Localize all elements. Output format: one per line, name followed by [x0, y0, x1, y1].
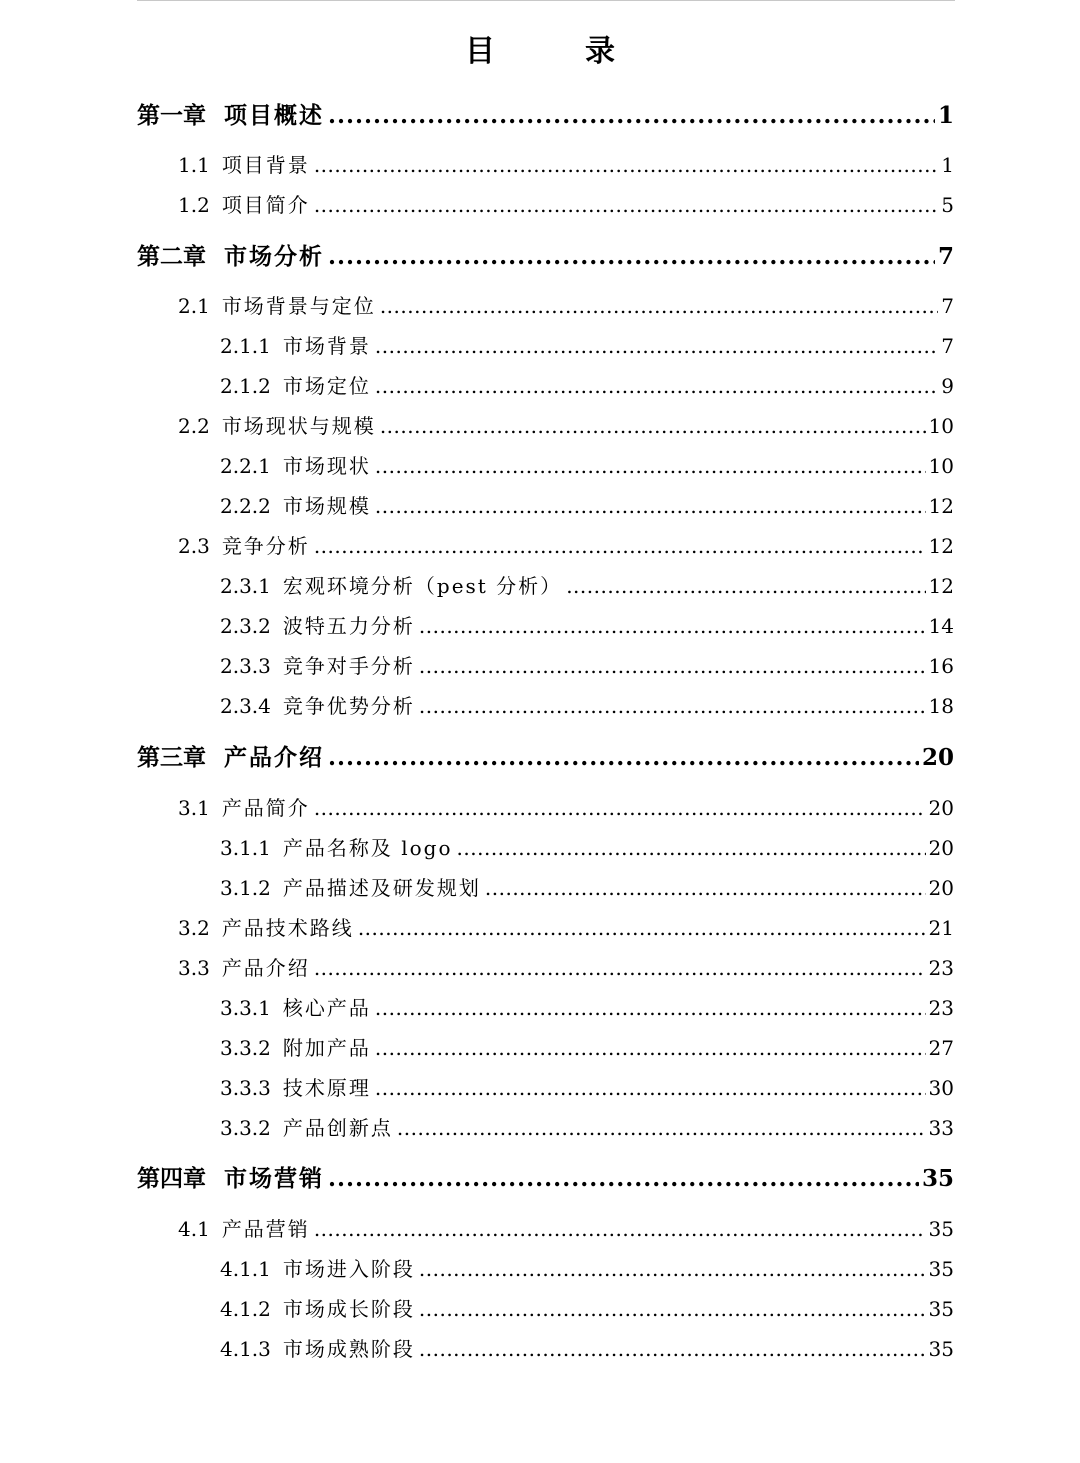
entry-number: 2.3.3 [220, 654, 271, 678]
dot-leader [419, 611, 926, 641]
dot-leader [375, 371, 938, 401]
entry-page-number: 23 [928, 956, 954, 980]
entry-number: 2.2.1 [220, 454, 271, 478]
toc-entry-section-4-1-3[interactable] [220, 1334, 954, 1364]
entry-page-number: 35 [928, 1337, 954, 1361]
entry-title: 市场背景与定位 [221, 294, 376, 318]
entry-page-number: 10 [928, 454, 954, 478]
dot-leader [375, 1073, 926, 1103]
dot-leader [566, 571, 925, 601]
toc-entry-section-3-3-2[interactable] [220, 1033, 954, 1063]
dot-leader [314, 953, 926, 983]
entry-page-number: 27 [928, 1036, 954, 1060]
entry-number: 第三章 [137, 744, 206, 771]
dot-leader [375, 993, 926, 1023]
entry-page-number: 7 [937, 243, 954, 270]
toc-entry-section-2-1[interactable] [178, 291, 954, 321]
entry-title: 附加产品 [282, 1036, 371, 1060]
toc-entry-section-3-3-1[interactable] [220, 993, 954, 1023]
entry-title: 市场成熟阶段 [282, 1337, 415, 1361]
toc-entry-section-1-2[interactable] [178, 190, 954, 220]
entry-title: 产品营销 [221, 1217, 310, 1241]
entry-title: 产品简介 [221, 796, 310, 820]
dot-leader [314, 150, 938, 180]
entry-title: 产品介绍 [221, 956, 310, 980]
entry-title: 技术原理 [282, 1076, 371, 1100]
entry-number: 1.1 [178, 153, 210, 177]
entry-number: 3.3.2 [220, 1036, 271, 1060]
entry-number: 3.3 [178, 956, 210, 980]
toc-entry-chapter-2[interactable] [137, 240, 954, 274]
entry-page-number: 21 [928, 916, 954, 940]
entry-page-number: 20 [921, 744, 954, 771]
entry-title: 市场规模 [282, 494, 371, 518]
entry-page-number: 7 [941, 294, 954, 318]
dot-leader [375, 491, 926, 521]
toc-entry-section-3-1-2[interactable] [220, 873, 954, 903]
entry-title: 项目简介 [221, 193, 310, 217]
entry-page-number: 30 [928, 1076, 954, 1100]
entry-title: 核心产品 [282, 996, 371, 1020]
toc-entry-section-2-2[interactable] [178, 411, 954, 441]
toc-entry-section-2-3-2[interactable] [220, 611, 954, 641]
entry-title: 产品创新点 [282, 1116, 393, 1140]
entry-number: 3.3.1 [220, 996, 271, 1020]
entry-number: 1.2 [178, 193, 210, 217]
entry-title: 市场成长阶段 [282, 1297, 415, 1321]
toc-entry-chapter-1[interactable] [137, 99, 954, 133]
entry-title: 竞争分析 [221, 534, 310, 558]
entry-number: 4.1.3 [220, 1337, 271, 1361]
dot-leader [328, 1162, 919, 1196]
entry-page-number: 35 [928, 1257, 954, 1281]
entry-title: 市场背景 [282, 334, 371, 358]
toc-title: 目 录 [465, 34, 645, 69]
entry-page-number: 12 [928, 534, 954, 558]
entry-number: 4.1.2 [220, 1297, 271, 1321]
entry-page-number: 35 [928, 1297, 954, 1321]
toc-entry-section-3-3-3[interactable] [220, 1073, 954, 1103]
toc-entry-chapter-3[interactable] [137, 741, 954, 775]
entry-page-number: 12 [928, 494, 954, 518]
entry-page-number: 16 [928, 654, 954, 678]
entry-page-number: 35 [921, 1165, 954, 1192]
entry-title: 市场分析 [224, 243, 324, 270]
entry-number: 第四章 [137, 1165, 206, 1192]
entry-title: 波特五力分析 [282, 614, 415, 638]
entry-title: 产品名称及 logo [282, 836, 453, 860]
toc-entry-section-2-3-4[interactable] [220, 691, 954, 721]
toc-entry-section-3-1-1[interactable] [220, 833, 954, 863]
entry-page-number: 14 [928, 614, 954, 638]
entry-page-number: 20 [928, 876, 954, 900]
dot-leader [314, 190, 938, 220]
dot-leader [358, 913, 926, 943]
entry-number: 4.1.1 [220, 1257, 271, 1281]
entry-title: 产品描述及研发规划 [282, 876, 481, 900]
dot-leader [485, 873, 926, 903]
entry-page-number: 5 [941, 193, 954, 217]
entry-title: 竞争优势分析 [282, 694, 415, 718]
entry-title: 市场现状与规模 [221, 414, 376, 438]
dot-leader [328, 741, 919, 775]
entry-page-number: 1 [941, 153, 954, 177]
entry-title: 市场定位 [282, 374, 371, 398]
dot-leader [314, 1214, 926, 1244]
entry-number: 2.2.2 [220, 494, 271, 518]
entry-number: 3.1.2 [220, 876, 271, 900]
entry-title: 产品介绍 [224, 744, 324, 771]
toc-entry-section-4-1-1[interactable] [220, 1254, 954, 1284]
toc-entry-section-3-1[interactable] [178, 793, 954, 823]
entry-title: 项目概述 [224, 102, 324, 129]
toc-entry-section-3-3-2-innovation[interactable] [220, 1113, 954, 1143]
toc-entry-section-3-3[interactable] [178, 953, 954, 983]
entry-page-number: 7 [941, 334, 954, 358]
entry-title: 市场现状 [282, 454, 371, 478]
entry-page-number: 23 [928, 996, 954, 1020]
dot-leader [375, 451, 926, 481]
dot-leader [314, 531, 926, 561]
toc-entry-section-2-1-2[interactable] [220, 371, 954, 401]
entry-number: 2.3.4 [220, 694, 271, 718]
toc-entry-section-2-1-1[interactable] [220, 331, 954, 361]
toc-entry-section-2-2-2[interactable] [220, 491, 954, 521]
toc-entry-chapter-4[interactable] [137, 1162, 954, 1196]
dot-leader [375, 331, 938, 361]
dot-leader [328, 240, 935, 274]
dot-leader [419, 1254, 926, 1284]
dot-leader [328, 99, 935, 133]
entry-title: 项目背景 [221, 153, 310, 177]
toc-entry-section-2-3[interactable] [178, 531, 954, 561]
entry-number: 第一章 [137, 102, 206, 129]
toc-entry-section-2-3-3[interactable] [220, 651, 954, 681]
toc-entry-section-1-1[interactable] [178, 150, 954, 180]
toc-entry-section-4-1-2[interactable] [220, 1294, 954, 1324]
toc-entry-section-3-2[interactable] [178, 913, 954, 943]
toc-entry-section-2-3-1[interactable] [220, 571, 954, 601]
dot-leader [375, 1033, 926, 1063]
entry-number: 3.3.2 [220, 1116, 271, 1140]
entry-number: 2.1.1 [220, 334, 271, 358]
dot-leader [419, 651, 926, 681]
entry-page-number: 33 [928, 1116, 954, 1140]
dot-leader [397, 1113, 926, 1143]
entry-page-number: 18 [928, 694, 954, 718]
entry-number: 2.1 [178, 294, 210, 318]
entry-page-number: 9 [941, 374, 954, 398]
entry-number: 3.3.3 [220, 1076, 271, 1100]
dot-leader [419, 1334, 926, 1364]
entry-page-number: 1 [937, 102, 954, 129]
entry-page-number: 20 [928, 796, 954, 820]
entry-number: 3.2 [178, 916, 210, 940]
dot-leader [380, 291, 938, 321]
entry-number: 3.1 [178, 796, 210, 820]
entry-number: 2.3.2 [220, 614, 271, 638]
entry-title: 市场营销 [224, 1165, 324, 1192]
entry-number: 3.1.1 [220, 836, 271, 860]
dot-leader [314, 793, 926, 823]
entry-title: 竞争对手分析 [282, 654, 415, 678]
entry-page-number: 12 [928, 574, 954, 598]
dot-leader [419, 1294, 926, 1324]
entry-title: 市场进入阶段 [282, 1257, 415, 1281]
entry-number: 4.1 [178, 1217, 210, 1241]
entry-number: 2.2 [178, 414, 210, 438]
entry-page-number: 20 [928, 836, 954, 860]
entry-number: 2.3.1 [220, 574, 271, 598]
dot-leader [457, 833, 926, 863]
dot-leader [380, 411, 926, 441]
entry-number: 第二章 [137, 243, 206, 270]
entry-number: 2.1.2 [220, 374, 271, 398]
toc-entry-section-4-1[interactable] [178, 1214, 954, 1244]
dot-leader [419, 691, 926, 721]
entry-page-number: 10 [928, 414, 954, 438]
entry-title: 产品技术路线 [221, 916, 354, 940]
entry-title: 宏观环境分析（pest 分析） [282, 574, 563, 598]
entry-number: 2.3 [178, 534, 210, 558]
top-rule [137, 0, 955, 1]
entry-page-number: 35 [928, 1217, 954, 1241]
toc-entry-section-2-2-1[interactable] [220, 451, 954, 481]
